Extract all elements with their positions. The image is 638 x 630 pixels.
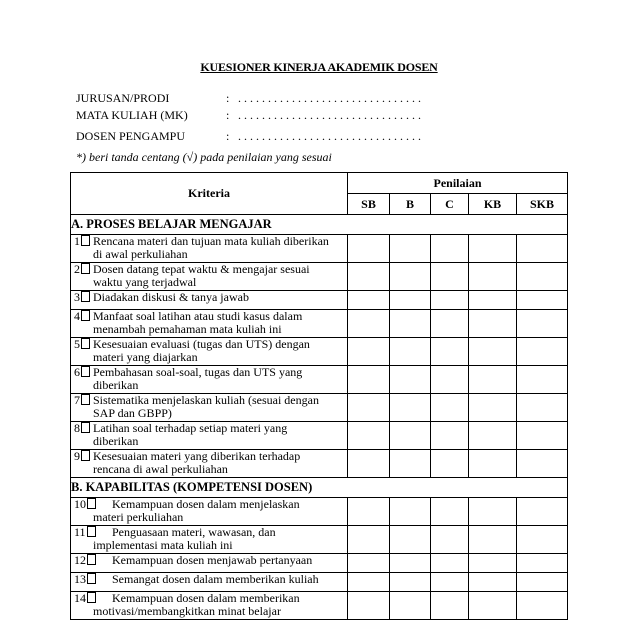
field-jurusan-prodi [76, 91, 421, 106]
bullet-box-icon [81, 394, 90, 405]
page-title: KUESIONER KINERJA AKADEMIK DOSEN [200, 60, 438, 74]
scale-header-c: C [431, 194, 469, 215]
rating-cell-b[interactable] [390, 338, 431, 366]
rating-cell-skb[interactable] [517, 422, 568, 450]
rating-cell-c[interactable] [431, 338, 469, 366]
rating-cell-b[interactable] [390, 526, 431, 554]
rating-cell-kb[interactable] [469, 554, 517, 573]
rating-cell-b[interactable] [390, 592, 431, 620]
kriteria-header: Kriteria [71, 173, 348, 215]
bullet-box-icon [81, 422, 90, 433]
table-row [71, 498, 568, 526]
rating-cell-sb[interactable] [348, 310, 390, 338]
criterion-text-continued: motivasi/membangkitkan minat belajar [93, 604, 281, 618]
table-row [71, 235, 568, 263]
rating-cell-b[interactable] [390, 263, 431, 291]
rating-cell-sb[interactable] [348, 366, 390, 394]
bullet-box-icon [81, 310, 90, 321]
rating-cell-c[interactable] [431, 263, 469, 291]
section-b-title: B. KAPABILITAS (KOMPETENSI DOSEN) [71, 478, 568, 498]
rating-cell-skb[interactable] [517, 310, 568, 338]
scale-header-sb: SB [348, 194, 390, 215]
criterion-cell [71, 573, 348, 592]
rating-cell-skb[interactable] [517, 592, 568, 620]
item-number: 7 [74, 393, 80, 407]
rating-cell-sb[interactable] [348, 235, 390, 263]
rating-cell-kb[interactable] [469, 310, 517, 338]
rating-cell-sb[interactable] [348, 450, 390, 478]
field-blank[interactable]: . . . . . . . . . . . . . . . . . . . . . . . . . . . . . . . [238, 91, 421, 105]
criterion-text: Kesesuaian evaluasi (tugas dan UTS) dengan [93, 337, 310, 351]
rating-cell-b[interactable] [390, 310, 431, 338]
criterion-text: Kemampuan dosen dalam menjelaskan [112, 497, 300, 511]
table-row [71, 310, 568, 338]
item-number: 11 [74, 525, 86, 539]
rating-cell-kb[interactable] [469, 526, 517, 554]
rating-cell-b[interactable] [390, 450, 431, 478]
rating-cell-skb[interactable] [517, 291, 568, 310]
table-row [71, 450, 568, 478]
bullet-box-icon [87, 498, 96, 509]
rating-cell-b[interactable] [390, 498, 431, 526]
table-row [71, 366, 568, 394]
item-number: 12 [74, 553, 86, 567]
rating-cell-b[interactable] [390, 235, 431, 263]
field-blank[interactable]: . . . . . . . . . . . . . . . . . . . . . . . . . . . . . . . [238, 108, 421, 122]
item-number: 4 [74, 309, 80, 323]
field-mata-kuliah [76, 108, 421, 123]
questionnaire-table [70, 172, 568, 620]
rating-cell-c[interactable] [431, 291, 469, 310]
field-label: MATA KULIAH (MK) [76, 108, 188, 122]
criterion-text: Semangat dosen dalam memberikan kuliah [112, 572, 319, 586]
item-number: 5 [74, 337, 80, 351]
rating-cell-sb[interactable] [348, 394, 390, 422]
criterion-text: Latihan soal terhadap setiap materi yang [93, 421, 288, 435]
criterion-text-continued: rencana di awal perkuliahan [93, 462, 228, 476]
table-row [71, 263, 568, 291]
section-row-b [71, 478, 568, 498]
rating-cell-skb[interactable] [517, 263, 568, 291]
bullet-box-icon [87, 526, 96, 537]
criterion-text: Penguasaan materi, wawasan, dan [112, 525, 276, 539]
item-number: 9 [74, 449, 80, 463]
bullet-box-icon [81, 366, 90, 377]
bullet-box-icon [81, 338, 90, 349]
criterion-cell [71, 422, 348, 450]
criterion-text-continued: diberikan [93, 434, 139, 448]
rating-cell-skb[interactable] [517, 554, 568, 573]
rating-cell-b[interactable] [390, 394, 431, 422]
scale-header-kb: KB [469, 194, 517, 215]
bullet-box-icon [87, 554, 96, 565]
scale-header-b: B [390, 194, 431, 215]
item-number: 8 [74, 421, 80, 435]
rating-cell-kb[interactable] [469, 366, 517, 394]
field-dosen-pengampu [76, 129, 421, 144]
rating-cell-skb[interactable] [517, 526, 568, 554]
rating-cell-c[interactable] [431, 592, 469, 620]
table-row [71, 592, 568, 620]
criterion-cell [71, 291, 348, 310]
rating-cell-sb[interactable] [348, 338, 390, 366]
criterion-text-continued: waktu yang terjadwal [93, 275, 197, 289]
rating-cell-skb[interactable] [517, 450, 568, 478]
table-row [71, 338, 568, 366]
criterion-cell [71, 450, 348, 478]
rating-cell-kb[interactable] [469, 422, 517, 450]
rating-cell-skb[interactable] [517, 338, 568, 366]
item-number: 14 [74, 591, 86, 605]
bullet-box-icon [81, 235, 90, 246]
rating-cell-kb[interactable] [469, 592, 517, 620]
rating-cell-skb[interactable] [517, 235, 568, 263]
bullet-box-icon [81, 263, 90, 274]
criterion-text: Pembahasan soal-soal, tugas dan UTS yang [93, 365, 303, 379]
rating-cell-c[interactable] [431, 235, 469, 263]
rating-cell-kb[interactable] [469, 450, 517, 478]
rating-cell-b[interactable] [390, 366, 431, 394]
rating-cell-c[interactable] [431, 526, 469, 554]
item-number: 10 [74, 497, 86, 511]
criterion-text-continued: SAP dan GBPP) [93, 406, 172, 420]
rating-cell-sb[interactable] [348, 263, 390, 291]
bullet-box-icon [81, 291, 90, 302]
instruction-note: *) beri tanda centang (√) pada penilaian yang sesuai [76, 150, 332, 164]
rating-cell-sb[interactable] [348, 422, 390, 450]
item-number: 6 [74, 365, 80, 379]
scale-header-skb: SKB [517, 194, 568, 215]
rating-cell-c[interactable] [431, 573, 469, 592]
rating-cell-kb[interactable] [469, 394, 517, 422]
item-number: 3 [74, 290, 80, 304]
bullet-box-icon [87, 592, 96, 603]
field-blank[interactable]: . . . . . . . . . . . . . . . . . . . . . . . . . . . . . . . [238, 129, 421, 143]
rating-cell-c[interactable] [431, 554, 469, 573]
rating-cell-b[interactable] [390, 573, 431, 592]
bullet-box-icon [87, 573, 96, 584]
table-row [71, 573, 568, 592]
table-row [71, 422, 568, 450]
penilaian-header: Penilaian [348, 173, 568, 194]
rating-cell-sb[interactable] [348, 554, 390, 573]
table-row [71, 526, 568, 554]
criterion-cell [71, 592, 348, 620]
rating-cell-kb[interactable] [469, 573, 517, 592]
item-number: 13 [74, 572, 86, 586]
field-label: DOSEN PENGAMPU [76, 129, 186, 143]
criterion-text: Diadakan diskusi & tanya jawab [93, 290, 249, 304]
rating-cell-c[interactable] [431, 450, 469, 478]
rating-cell-b[interactable] [390, 291, 431, 310]
rating-cell-c[interactable] [431, 422, 469, 450]
criterion-text-continued: diberikan [93, 378, 139, 392]
table-row [71, 394, 568, 422]
criterion-text: Kesesuaian materi yang diberikan terhadap [93, 449, 301, 463]
criterion-cell [71, 526, 348, 554]
rating-cell-kb[interactable] [469, 263, 517, 291]
rating-cell-c[interactable] [431, 498, 469, 526]
criterion-text-continued: di awal perkuliahan [93, 247, 188, 261]
criterion-cell [71, 263, 348, 291]
bullet-box-icon [81, 450, 90, 461]
rating-cell-sb[interactable] [348, 526, 390, 554]
rating-cell-skb[interactable] [517, 394, 568, 422]
criterion-text: Dosen datang tepat waktu & mengajar sesuai [93, 262, 310, 276]
criterion-cell [71, 235, 348, 263]
rating-cell-c[interactable] [431, 394, 469, 422]
rating-cell-skb[interactable] [517, 573, 568, 592]
rating-cell-c[interactable] [431, 366, 469, 394]
criterion-cell [71, 394, 348, 422]
rating-cell-sb[interactable] [348, 291, 390, 310]
rating-cell-kb[interactable] [469, 338, 517, 366]
criterion-cell [71, 366, 348, 394]
criterion-cell [71, 310, 348, 338]
criterion-text-continued: materi perkuliahan [93, 510, 184, 524]
field-separator: : [226, 91, 230, 105]
rating-cell-c[interactable] [431, 310, 469, 338]
table-row [71, 554, 568, 573]
rating-cell-kb[interactable] [469, 498, 517, 526]
table-row [71, 291, 568, 310]
rating-cell-skb[interactable] [517, 498, 568, 526]
criterion-cell [71, 554, 348, 573]
criterion-cell [71, 338, 348, 366]
rating-cell-kb[interactable] [469, 235, 517, 263]
field-separator: : [226, 129, 230, 143]
field-label: JURUSAN/PRODI [76, 91, 170, 105]
item-number: 2 [74, 262, 80, 276]
rating-cell-sb[interactable] [348, 573, 390, 592]
criterion-text: Manfaat soal latihan atau studi kasus dalam [93, 309, 303, 323]
section-a-title: A. PROSES BELAJAR MENGAJAR [71, 215, 568, 235]
rating-cell-sb[interactable] [348, 498, 390, 526]
criterion-text: Sistematika menjelaskan kuliah (sesuai dengan [93, 393, 319, 407]
rating-cell-b[interactable] [390, 554, 431, 573]
field-separator: : [226, 108, 230, 122]
criterion-text: Kemampuan dosen menjawab pertanyaan [112, 553, 313, 567]
section-row-a [71, 215, 568, 235]
item-number: 1 [74, 234, 80, 248]
criterion-text-continued: materi yang diajarkan [93, 350, 198, 364]
rating-cell-b[interactable] [390, 422, 431, 450]
criterion-cell [71, 498, 348, 526]
rating-cell-kb[interactable] [469, 291, 517, 310]
rating-cell-sb[interactable] [348, 592, 390, 620]
criterion-text-continued: menambah pemahaman mata kuliah ini [93, 322, 282, 336]
rating-cell-skb[interactable] [517, 366, 568, 394]
criterion-text: Kemampuan dosen dalam memberikan [112, 591, 300, 605]
criterion-text: Rencana materi dan tujuan mata kuliah diberikan [93, 234, 329, 248]
criterion-text-continued: implementasi mata kuliah ini [93, 538, 233, 552]
